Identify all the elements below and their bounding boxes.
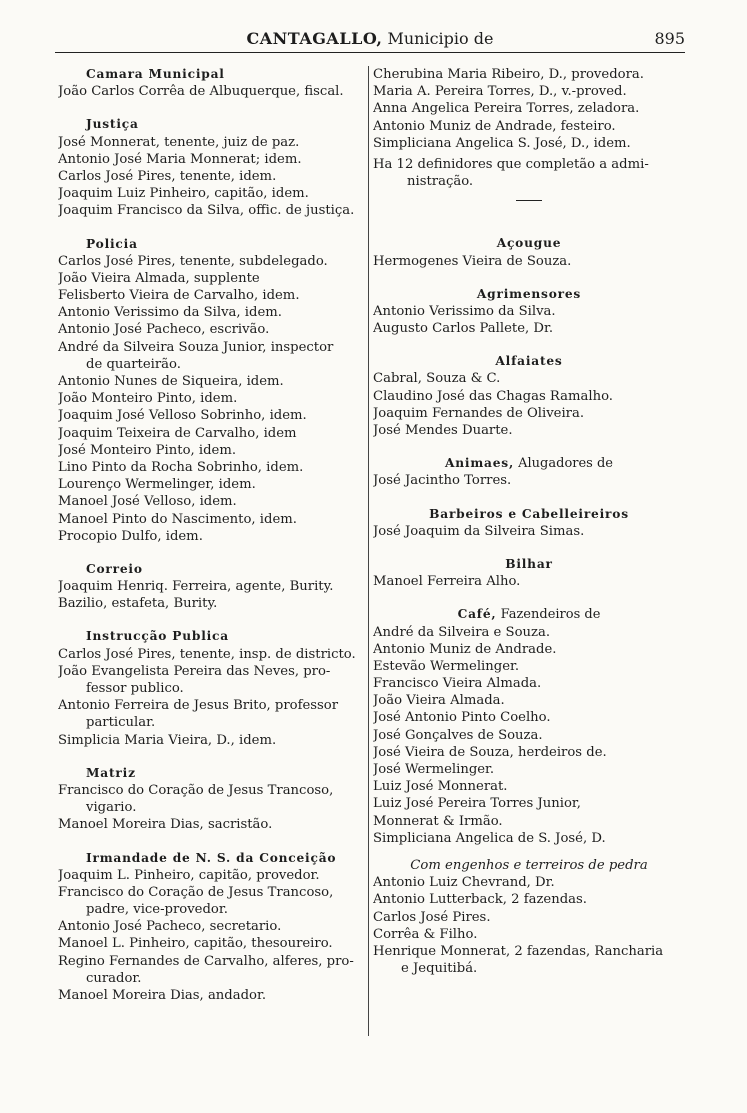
list-item: Cherubina Maria Ribeiro, D., provedora.	[373, 67, 644, 82]
section-title-cafe-bold: Café,	[457, 607, 497, 622]
list-item: Luiz José Pereira Torres Junior,	[373, 796, 581, 812]
list-item: Antonio José Pacheco, escrivão.	[58, 322, 270, 338]
definidores-note-continuation: nistração.	[407, 174, 474, 190]
page-number: 895	[654, 29, 685, 48]
list-item: Lourenço Wermelinger, idem.	[58, 477, 256, 493]
list-item: Antonio Verissimo da Silva, idem.	[58, 305, 282, 321]
section-title-agrimensores: Agrimensores	[476, 286, 582, 301]
header-town: CANTAGALLO,	[246, 29, 383, 48]
list-item: José Vieira de Souza, herdeiros de.	[373, 744, 607, 760]
list-item-continuation: curador.	[86, 970, 142, 986]
page-header	[55, 28, 685, 53]
column-divider	[368, 66, 369, 1036]
list-item-continuation: fessor publico.	[86, 681, 184, 696]
list-item: José Monteiro Pinto, idem.	[58, 442, 237, 458]
section-title-animaes	[373, 455, 685, 472]
list-item: Joaquim Luiz Pinheiro, capitão, idem.	[58, 186, 309, 202]
list-item: Joaquim Henriq. Ferreira, agente, Burity.	[58, 579, 334, 595]
list-item: Antonio Luiz Chevrand, Dr.	[373, 875, 555, 891]
list-item: Antonio Muniz de Andrade.	[373, 641, 557, 657]
list-item: Augusto Carlos Pallete, Dr.	[373, 321, 554, 337]
list-item: Manoel Moreira Dias, andador.	[58, 988, 267, 1003]
section-title-acougue: Açougue	[496, 236, 562, 251]
definidores-note: Ha 12 definidores que completão a admi-	[373, 156, 649, 172]
list-item: João Vieira Almada.	[373, 693, 505, 709]
list-item-continuation: vigario.	[86, 800, 137, 816]
list-item: José Gonçalves de Souza.	[373, 727, 543, 743]
section-title-camara: Camara Municipal	[86, 67, 225, 81]
list-item: Estevão Wermelinger.	[373, 658, 520, 674]
list-item: Joaquim L. Pinheiro, capitão, provedor.	[58, 867, 320, 883]
list-item: Manoel Moreira Dias, sacristão.	[58, 817, 273, 833]
header-subtitle: Municipio de	[387, 29, 494, 48]
list-item-continuation: e Jequitibá.	[401, 961, 478, 977]
list-item: Lino Pinto da Rocha Sobrinho, idem.	[58, 459, 304, 475]
list-item: Joaquim Francisco da Silva, offic. de justiça.	[58, 203, 355, 219]
list-item: Hermogenes Vieira de Souza.	[373, 253, 572, 269]
list-item: José Joaquim da Silveira Simas.	[373, 523, 585, 539]
right-column	[373, 66, 685, 977]
list-item: Carlos José Pires.	[373, 909, 491, 925]
list-item: Carlos José Pires, tenente, insp. de districto.	[58, 646, 356, 662]
section-title-barbeiros: Barbeiros e Cabelleireiros	[429, 506, 629, 521]
list-item-continuation: particular.	[86, 715, 156, 731]
list-item: Antonio José Pacheco, secretario.	[58, 919, 282, 935]
list-item: Antonio Nunes de Siqueira, idem.	[58, 374, 284, 389]
list-item: José Wermelinger.	[373, 762, 495, 777]
subsection-title-engenhos: Com engenhos e terreiros de pedra	[410, 857, 648, 873]
section-title-justica: Justiça	[86, 117, 139, 132]
list-item: Bazilio, estafeta, Burity.	[58, 596, 218, 612]
list-item: Francisco do Coração de Jesus Trancoso,	[58, 782, 334, 798]
list-item: Claudino José das Chagas Ramalho.	[373, 388, 613, 404]
section-title-matriz: Matriz	[86, 765, 136, 780]
list-item: Simplicia Maria Vieira, D., idem.	[58, 732, 277, 748]
list-item: Corrêa & Filho.	[373, 926, 478, 942]
list-item: Joaquim Teixeira de Carvalho, idem	[58, 425, 297, 441]
list-item: José Monnerat, tenente, juiz de paz.	[58, 134, 300, 150]
list-item: José Mendes Duarte.	[373, 423, 513, 438]
list-item: Antonio Ferreira de Jesus Brito, professor	[58, 698, 339, 714]
list-item: Anna Angelica Pereira Torres, zeladora.	[373, 101, 640, 117]
list-item: Henrique Monnerat, 2 fazendas, Rancharia	[373, 943, 664, 959]
list-item: Manoel Ferreira Alho.	[373, 574, 521, 590]
list-item: José Antonio Pinto Coelho.	[373, 710, 551, 726]
section-title-cafe-rest: Fazendeiros de	[500, 607, 601, 623]
section-title-animaes-bold: Animaes,	[444, 456, 514, 471]
section-title-policia: Policia	[86, 236, 138, 251]
header-title	[55, 29, 685, 48]
section-title-cafe	[373, 606, 685, 623]
list-item: João Monteiro Pinto, idem.	[58, 391, 238, 407]
list-item: Carlos José Pires, tenente, idem.	[58, 168, 277, 184]
list-item: Carlos José Pires, tenente, subdelegado.	[58, 253, 328, 269]
list-item: Manoel L. Pinheiro, capitão, thesoureiro.	[58, 936, 333, 952]
list-item-continuation: de quarteirão.	[86, 356, 181, 372]
list-item: André da Silveira e Souza.	[373, 624, 551, 640]
list-item: Antonio Lutterback, 2 fazendas.	[373, 892, 587, 908]
list-item: Maria A. Pereira Torres, D., v.-proved.	[373, 84, 627, 100]
list-item: Joaquim Fernandes de Oliveira.	[373, 405, 585, 421]
left-column	[58, 66, 365, 1004]
list-item: José Jacintho Torres.	[373, 473, 512, 489]
list-item: Simpliciana Angelica S. José, D., idem.	[373, 135, 631, 151]
list-item: Manoel José Velloso, idem.	[58, 494, 237, 510]
list-item: Antonio Muniz de Andrade, festeiro.	[373, 118, 616, 134]
list-item: Cabral, Souza & C.	[373, 371, 501, 387]
section-title-animaes-rest: Alugadores de	[518, 456, 613, 472]
list-item: Antonio José Maria Monnerat; idem.	[58, 151, 302, 167]
section-title-alfaiates: Alfaiates	[495, 354, 563, 369]
section-title-bilhar: Bilhar	[505, 556, 553, 571]
list-item-continuation: padre, vice-provedor.	[86, 902, 228, 918]
list-item: João Carlos Corrêa de Albuquerque, fiscal.	[58, 84, 344, 100]
list-item: Manoel Pinto do Nascimento, idem.	[58, 511, 297, 527]
list-item: Francisco Vieira Almada.	[373, 676, 542, 692]
list-item: Simpliciana Angelica de S. José, D.	[373, 830, 606, 846]
list-item: Antonio Verissimo da Silva.	[373, 303, 556, 319]
list-item: Joaquim José Velloso Sobrinho, idem.	[58, 408, 307, 424]
list-item: Francisco do Coração de Jesus Trancoso,	[58, 884, 334, 900]
list-item: André da Silveira Souza Junior, inspector	[58, 339, 334, 355]
list-item: João Vieira Almada, supplente	[58, 270, 260, 286]
list-item: Luiz José Monnerat.	[373, 779, 508, 795]
section-title-correio: Correio	[86, 561, 143, 576]
section-title-instrucao: Instrucção Publica	[86, 629, 229, 644]
list-item: João Evangelista Pereira das Neves, pro-	[58, 663, 331, 679]
section-title-irmandade: Irmandade de N. S. da Conceição	[86, 850, 337, 865]
list-item: Regino Fernandes de Carvalho, alferes, pro-	[58, 953, 354, 969]
list-item: Felisberto Vieira de Carvalho, idem.	[58, 288, 300, 304]
list-item: Monnerat & Irmão.	[373, 813, 503, 829]
list-item: Procopio Dulfo, idem.	[58, 528, 203, 544]
